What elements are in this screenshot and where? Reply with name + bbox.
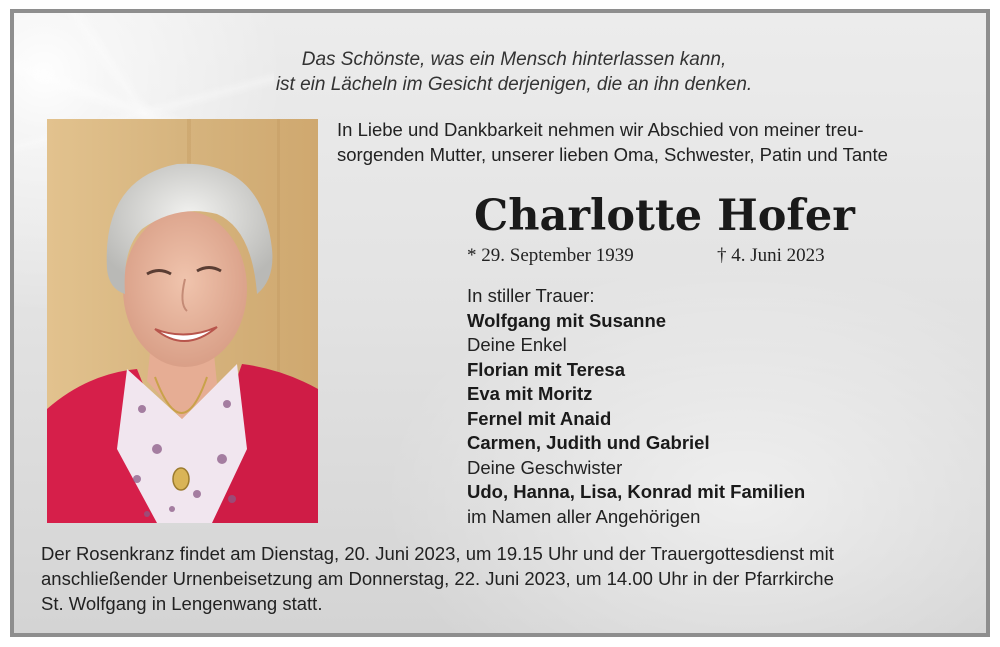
service-information <box>41 541 990 616</box>
mourners-list <box>467 284 805 529</box>
mourner-line: Deine Enkel <box>467 334 567 355</box>
mourner-line: Florian mit Teresa <box>467 358 625 380</box>
intro-line-1: In Liebe und Dankbarkeit nehmen wir Abschied von meiner treu- <box>337 119 864 140</box>
mourner-line: In stiller Trauer: <box>467 285 595 306</box>
mourner-line: Udo, Hanna, Lisa, Konrad mit Familien <box>467 481 806 502</box>
mourner-line: Fernel mit Anaid <box>467 407 612 429</box>
mourner-line: Eva mit Moritz <box>467 383 593 404</box>
quote-line-1: Das Schönste, was ein Mensch hinterlassen kann, <box>301 49 727 70</box>
mourner-line: Wolfgang mit Susanne <box>467 309 667 331</box>
deceased-name: Charlotte Hofer <box>474 191 855 241</box>
death-date: † 4. Juni 2023 <box>717 245 825 266</box>
portrait-photo <box>47 119 318 523</box>
footer-line-3: St. Wolfgang in Lengenwang statt. <box>41 593 323 614</box>
footer-line-2: anschließender Urnenbeisetzung am Donnerstag, 22. Juni 2023, um 14.00 Uhr in der Pfarrkirche <box>41 568 834 589</box>
obituary-card <box>10 9 990 637</box>
mourner-line: Deine Geschwister <box>467 456 623 478</box>
birth-date: * 29. September 1939 <box>467 245 634 266</box>
mourner-line: Carmen, Judith und Gabriel <box>467 432 710 453</box>
intro-line-2: sorgenden Mutter, unserer lieben Oma, Schwester, Patin und Tante <box>337 144 888 165</box>
portrait-illustration <box>47 119 318 523</box>
memorial-quote <box>164 47 864 97</box>
quote-line-2: ist ein Lächeln im Gesicht derjenigen, die an ihn denken. <box>275 74 753 95</box>
footer-line-1: Der Rosenkranz findet am Dienstag, 20. Juni 2023, um 19.15 Uhr und der Trauergottesdienst mit <box>41 543 834 564</box>
mourner-line: im Namen aller Angehörigen <box>467 505 701 527</box>
intro-text <box>337 117 977 167</box>
life-dates <box>467 244 825 268</box>
